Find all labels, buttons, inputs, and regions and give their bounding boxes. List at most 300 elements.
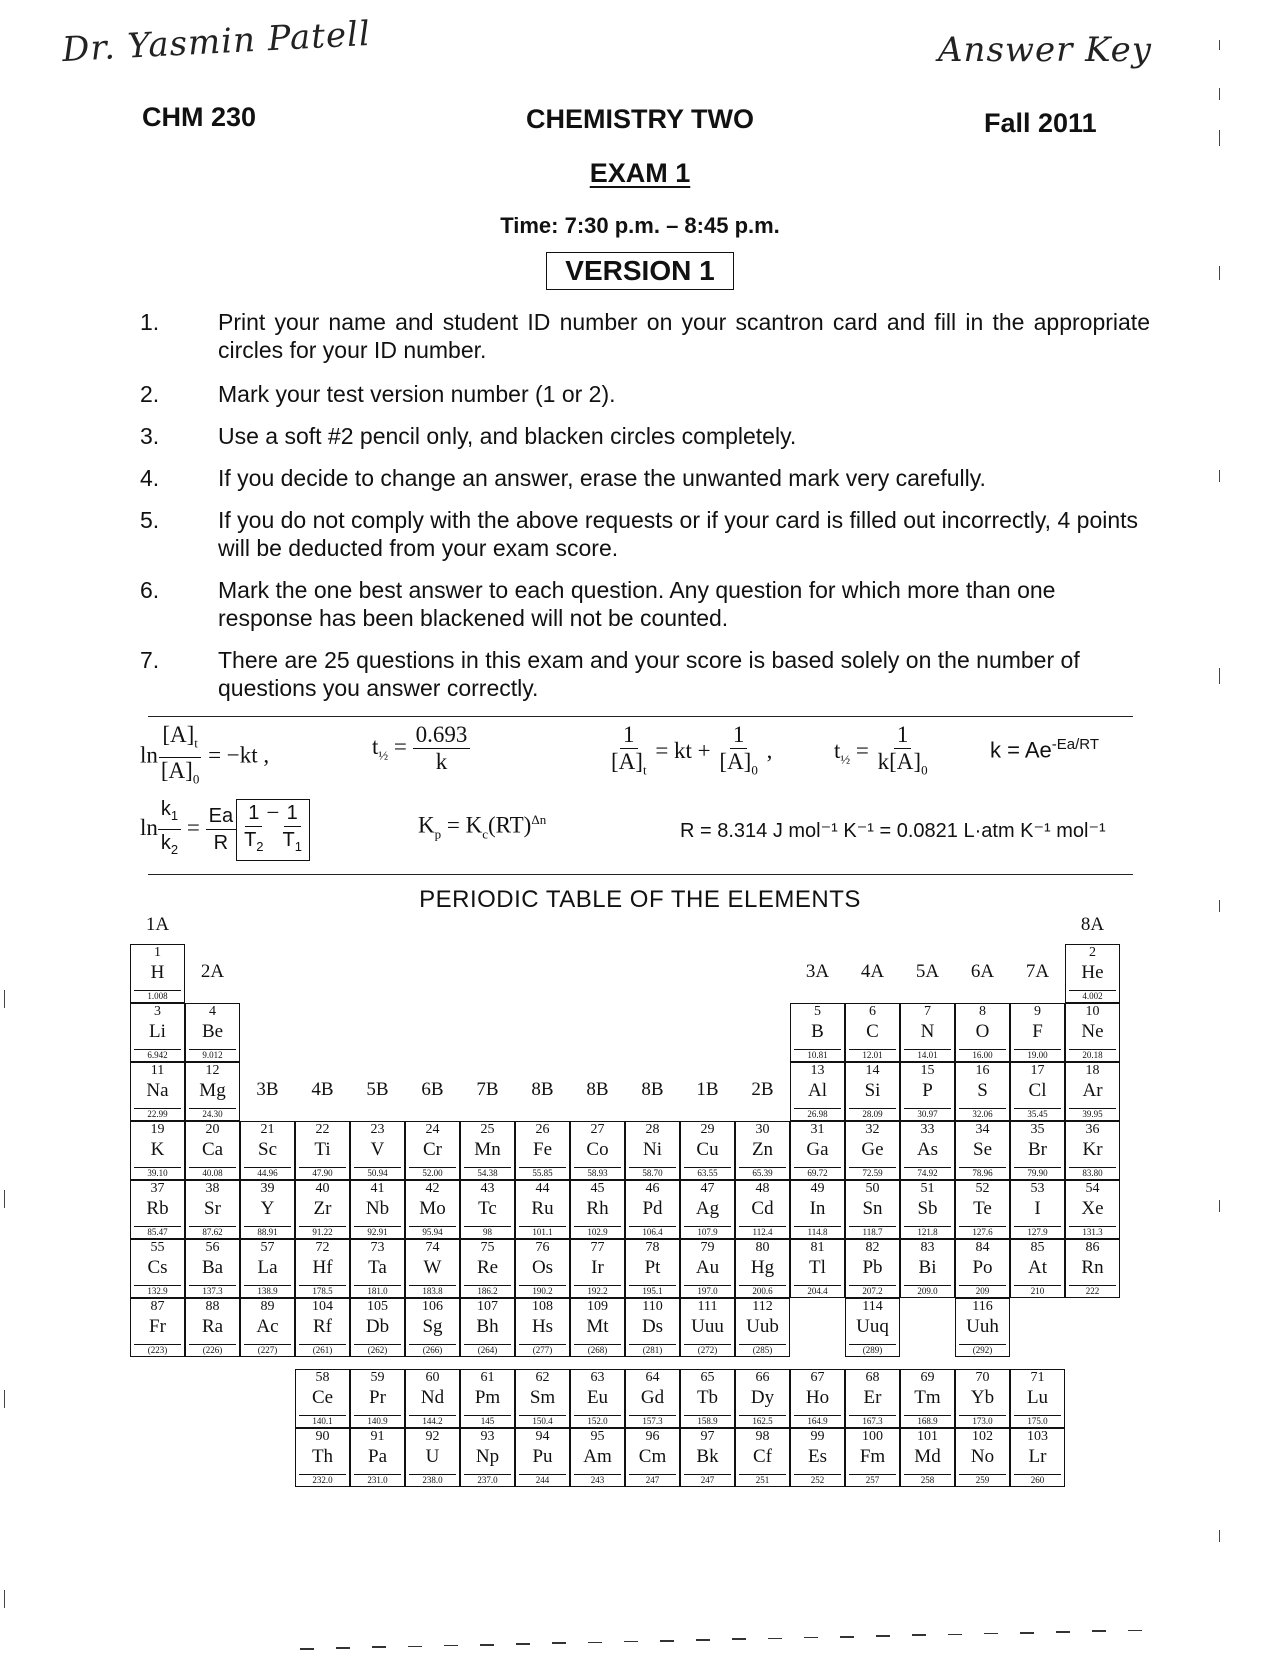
- element-cell-pu: [515, 1428, 570, 1487]
- element-symbol: Lr: [1028, 1446, 1047, 1467]
- atomic-mass: 247: [684, 1474, 731, 1485]
- element-cell-np: [460, 1428, 515, 1487]
- margin-mark: [1219, 266, 1220, 280]
- element-symbol: Tb: [696, 1387, 719, 1408]
- atomic-number: 104: [312, 1299, 333, 1314]
- element-symbol: Sb: [917, 1198, 938, 1219]
- atomic-mass: 26.98: [794, 1108, 841, 1119]
- element-cell-bi: [900, 1239, 955, 1298]
- atomic-number: 98: [755, 1429, 770, 1444]
- element-cell-uub: [735, 1298, 790, 1357]
- element-cell-ne: [1065, 1003, 1120, 1062]
- element-symbol: Lu: [1026, 1387, 1049, 1408]
- atomic-mass: 144.2: [409, 1415, 456, 1426]
- atomic-number: 39: [260, 1181, 275, 1196]
- element-symbol: Sm: [529, 1387, 556, 1408]
- atomic-number: 67: [810, 1370, 825, 1385]
- atomic-mass: 92.91: [354, 1226, 401, 1237]
- element-symbol: Rn: [1081, 1257, 1104, 1278]
- atomic-number: 7: [924, 1004, 931, 1019]
- dash-segment: [588, 1642, 602, 1644]
- element-cell-tm: [900, 1369, 955, 1428]
- atomic-mass: 106.4: [629, 1226, 676, 1237]
- element-cell-mn: [460, 1121, 515, 1180]
- element-cell-rh: [570, 1180, 625, 1239]
- element-symbol: Bh: [476, 1316, 499, 1337]
- element-cell-ra: [185, 1298, 240, 1357]
- element-symbol: Au: [695, 1257, 720, 1278]
- atomic-mass: 167.3: [849, 1415, 896, 1426]
- element-cell-cu: [680, 1121, 735, 1180]
- element-cell-v: [350, 1121, 405, 1180]
- instruction-number: 3.: [140, 423, 160, 449]
- margin-mark: [4, 1190, 5, 1208]
- element-cell-y: [240, 1180, 295, 1239]
- atomic-mass: 247: [629, 1474, 676, 1485]
- element-cell-os: [515, 1239, 570, 1298]
- atomic-number: 74: [425, 1240, 440, 1255]
- handwritten-answer-key: Answer Key: [938, 30, 1152, 70]
- element-cell-br: [1010, 1121, 1065, 1180]
- element-cell-p: [900, 1062, 955, 1121]
- atomic-number: 31: [810, 1122, 825, 1137]
- margin-mark: [1219, 470, 1220, 482]
- element-cell-ru: [515, 1180, 570, 1239]
- atomic-number: 64: [645, 1370, 660, 1385]
- element-symbol: Ge: [861, 1139, 884, 1160]
- atomic-mass: 204.4: [794, 1285, 841, 1296]
- atomic-number: 101: [917, 1429, 938, 1444]
- element-symbol: Tc: [478, 1198, 497, 1219]
- element-symbol: Ce: [311, 1387, 334, 1408]
- atomic-mass: (285): [739, 1344, 786, 1355]
- dash-segment: [408, 1646, 422, 1648]
- element-symbol: Ca: [201, 1139, 224, 1160]
- element-symbol: Ti: [314, 1139, 331, 1160]
- atomic-number: 18: [1085, 1063, 1100, 1078]
- element-symbol: Li: [149, 1021, 166, 1042]
- atomic-number: 34: [975, 1122, 990, 1137]
- element-cell-nd: [405, 1369, 460, 1428]
- element-cell-zn: [735, 1121, 790, 1180]
- element-symbol: Xe: [1081, 1198, 1104, 1219]
- formula-two-point-arrhenius: ln $\frac{k_1}{k_2}$ = $\frac{Ea}{R}$ $\frac{1}{T_2}$ − $\frac{1}{T_1}$: [140, 796, 310, 863]
- element-symbol: Sn: [862, 1198, 883, 1219]
- atomic-mass: 47.90: [299, 1167, 346, 1178]
- atomic-number: 37: [150, 1181, 165, 1196]
- atomic-number: 91: [370, 1429, 385, 1444]
- atomic-number: 87: [150, 1299, 165, 1314]
- element-symbol: Mt: [586, 1316, 609, 1337]
- formula-first-order-halflife: $t_{\frac{1}{2}}$ = $\frac{0.693}{k}$: [372, 722, 470, 775]
- element-cell-tc: [460, 1180, 515, 1239]
- atomic-mass: (223): [134, 1344, 181, 1355]
- atomic-number: 99: [810, 1429, 825, 1444]
- atomic-number: 112: [752, 1299, 773, 1314]
- element-cell-ce: [295, 1369, 350, 1428]
- atomic-number: 43: [480, 1181, 495, 1196]
- atomic-number: 16: [975, 1063, 990, 1078]
- element-symbol: Fm: [859, 1446, 886, 1467]
- element-symbol: Re: [476, 1257, 499, 1278]
- atomic-number: 78: [645, 1240, 660, 1255]
- atomic-mass: (277): [519, 1344, 566, 1355]
- atomic-mass: 91.22: [299, 1226, 346, 1237]
- element-symbol: Es: [808, 1446, 827, 1467]
- group-label-1a: 1A: [145, 914, 170, 935]
- element-symbol: Uuq: [856, 1316, 889, 1337]
- version-box-wrap: [0, 252, 1280, 290]
- element-cell-c: [845, 1003, 900, 1062]
- element-cell-pr: [350, 1369, 405, 1428]
- atomic-mass: 237.0: [464, 1474, 511, 1485]
- atomic-mass: 150.4: [519, 1415, 566, 1426]
- margin-mark: [4, 1590, 5, 1608]
- atomic-number: 49: [810, 1181, 825, 1196]
- element-cell-mg: [185, 1062, 240, 1121]
- atomic-number: 21: [260, 1122, 275, 1137]
- formula-first-order: ln $\frac{[A]_t}{[A]_0}$ = −kt ,: [140, 722, 270, 787]
- element-symbol: Nb: [365, 1198, 390, 1219]
- atomic-mass: 243: [574, 1474, 621, 1485]
- atomic-mass: 252: [794, 1474, 841, 1485]
- element-cell-kr: [1065, 1121, 1120, 1180]
- group-label-7b: 7B: [476, 1079, 499, 1100]
- atomic-number: 95: [590, 1429, 605, 1444]
- element-cell-bk: [680, 1428, 735, 1487]
- atomic-number: 33: [920, 1122, 935, 1137]
- atomic-mass: (261): [299, 1344, 346, 1355]
- group-label-3a: 3A: [805, 961, 830, 982]
- atomic-mass: 181.0: [354, 1285, 401, 1296]
- atomic-mass: 195.1: [629, 1285, 676, 1296]
- atomic-mass: 12.01: [849, 1049, 896, 1060]
- element-cell-nb: [350, 1180, 405, 1239]
- margin-mark: [4, 990, 5, 1008]
- element-cell-re: [460, 1239, 515, 1298]
- atomic-mass: 65.39: [739, 1167, 786, 1178]
- element-cell-cd: [735, 1180, 790, 1239]
- element-cell-fm: [845, 1428, 900, 1487]
- element-symbol: Pr: [369, 1387, 386, 1408]
- atomic-number: 76: [535, 1240, 550, 1255]
- atomic-mass: 183.8: [409, 1285, 456, 1296]
- element-symbol: Se: [973, 1139, 992, 1160]
- atomic-mass: 200.6: [739, 1285, 786, 1296]
- atomic-number: 88: [205, 1299, 220, 1314]
- element-symbol: Pd: [642, 1198, 663, 1219]
- element-cell-at: [1010, 1239, 1065, 1298]
- atomic-number: 62: [535, 1370, 550, 1385]
- element-cell-es: [790, 1428, 845, 1487]
- group-label-8b: 8B: [641, 1079, 664, 1100]
- atomic-mass: 178.5: [299, 1285, 346, 1296]
- element-symbol: Fr: [149, 1316, 166, 1337]
- instruction-text: There are 25 questions in this exam and your score is based solely on the number of questions you answer correctly.: [218, 647, 1080, 701]
- dash-segment: [696, 1639, 710, 1641]
- element-symbol: Md: [914, 1446, 941, 1467]
- atomic-number: 96: [645, 1429, 660, 1444]
- group-label-6b: 6B: [421, 1079, 444, 1100]
- atomic-mass: 107.9: [684, 1226, 731, 1237]
- element-symbol: Zr: [313, 1198, 332, 1219]
- periodic-table-title: PERIODIC TABLE OF THE ELEMENTS: [419, 886, 861, 913]
- atomic-mass: 83.80: [1069, 1167, 1116, 1178]
- group-label-8b: 8B: [531, 1079, 554, 1100]
- atomic-number: 100: [862, 1429, 883, 1444]
- group-label-5b: 5B: [366, 1079, 389, 1100]
- element-cell-tb: [680, 1369, 735, 1428]
- atomic-number: 90: [315, 1429, 330, 1444]
- element-cell-se: [955, 1121, 1010, 1180]
- atomic-number: 28: [645, 1122, 660, 1137]
- atomic-mass: 20.18: [1069, 1049, 1116, 1060]
- formula-second-order: $\frac{1}{[A]_t}$ = kt + $\frac{1}{[A]_0}$ ,: [611, 722, 773, 778]
- element-cell-fr: [130, 1298, 185, 1357]
- atomic-mass: 140.1: [299, 1415, 346, 1426]
- element-symbol: Fe: [533, 1139, 552, 1160]
- element-symbol: Pu: [532, 1446, 553, 1467]
- atomic-number: 57: [260, 1240, 275, 1255]
- element-symbol: Gd: [640, 1387, 665, 1408]
- element-symbol: No: [970, 1446, 995, 1467]
- element-symbol: Po: [972, 1257, 993, 1278]
- margin-mark: [1219, 40, 1220, 50]
- instruction-number: 2.: [140, 381, 160, 407]
- dash-segment: [876, 1635, 890, 1637]
- atomic-mass: 112.4: [739, 1226, 786, 1237]
- atomic-mass: 39.10: [134, 1167, 181, 1178]
- atomic-mass: (262): [354, 1344, 401, 1355]
- atomic-mass: 87.62: [189, 1226, 236, 1237]
- element-cell-f: [1010, 1003, 1065, 1062]
- dash-segment: [516, 1643, 530, 1645]
- instruction-text: Print your name and student ID number on your scantron card and fill in the appropriate circles for your ID number.: [218, 309, 1150, 363]
- atomic-mass: 19.00: [1014, 1049, 1061, 1060]
- dash-segment: [336, 1647, 350, 1649]
- atomic-mass: 132.9: [134, 1285, 181, 1296]
- atomic-number: 30: [755, 1122, 770, 1137]
- dash-segment: [840, 1636, 854, 1638]
- element-cell-zr: [295, 1180, 350, 1239]
- atomic-mass: 10.81: [794, 1049, 841, 1060]
- atomic-number: 26: [535, 1122, 550, 1137]
- element-symbol: Ta: [368, 1257, 387, 1278]
- element-cell-ho: [790, 1369, 845, 1428]
- atomic-number: 68: [865, 1370, 880, 1385]
- element-cell-ti: [295, 1121, 350, 1180]
- element-symbol: Bi: [918, 1257, 937, 1278]
- element-cell-dy: [735, 1369, 790, 1428]
- element-symbol: Ag: [695, 1198, 720, 1219]
- atomic-number: 53: [1030, 1181, 1045, 1196]
- atomic-mass: 209.0: [904, 1285, 951, 1296]
- element-cell-ir: [570, 1239, 625, 1298]
- element-cell-cf: [735, 1428, 790, 1487]
- element-symbol: Uuh: [966, 1316, 999, 1337]
- dash-segment: [552, 1642, 566, 1644]
- atomic-mass: 244: [519, 1474, 566, 1485]
- element-symbol: Mg: [199, 1080, 226, 1101]
- atomic-number: 2: [1089, 945, 1096, 960]
- atomic-mass: 1.008: [134, 990, 181, 1001]
- element-cell-fe: [515, 1121, 570, 1180]
- element-symbol: Pb: [862, 1257, 883, 1278]
- element-cell-be: [185, 1003, 240, 1062]
- element-symbol: Am: [583, 1446, 612, 1467]
- dash-segment: [984, 1633, 998, 1635]
- element-cell-ta: [350, 1239, 405, 1298]
- atomic-mass: 140.9: [354, 1415, 401, 1426]
- element-cell-ac: [240, 1298, 295, 1357]
- group-label-2a: 2A: [200, 961, 225, 982]
- element-cell-sg: [405, 1298, 460, 1357]
- element-cell-yb: [955, 1369, 1010, 1428]
- element-cell-uuq: [845, 1298, 900, 1357]
- element-symbol: Cs: [147, 1257, 168, 1278]
- element-symbol: Rh: [586, 1198, 609, 1219]
- atomic-mass: 259: [959, 1474, 1006, 1485]
- dash-segment: [732, 1638, 746, 1640]
- atomic-mass: 58.70: [629, 1167, 676, 1178]
- element-symbol: Sg: [422, 1316, 443, 1337]
- instruction-text: Mark your test version number (1 or 2).: [218, 381, 616, 407]
- element-symbol: Db: [365, 1316, 390, 1337]
- element-cell-ni: [625, 1121, 680, 1180]
- group-label-8b: 8B: [586, 1079, 609, 1100]
- element-cell-cl: [1010, 1062, 1065, 1121]
- dash-segment: [912, 1634, 926, 1636]
- element-symbol: Ar: [1082, 1080, 1103, 1101]
- element-cell-pa: [350, 1428, 405, 1487]
- atomic-number: 108: [532, 1299, 553, 1314]
- atomic-mass: 74.92: [904, 1167, 951, 1178]
- element-symbol: S: [977, 1080, 988, 1101]
- atomic-mass: 72.59: [849, 1167, 896, 1178]
- atomic-number: 1: [154, 945, 161, 960]
- element-cell-as: [900, 1121, 955, 1180]
- element-cell-cm: [625, 1428, 680, 1487]
- element-cell-tl: [790, 1239, 845, 1298]
- element-symbol: V: [370, 1139, 385, 1160]
- element-cell-na: [130, 1062, 185, 1121]
- atomic-number: 83: [920, 1240, 935, 1255]
- atomic-mass: 9.012: [189, 1049, 236, 1060]
- atomic-mass: 102.9: [574, 1226, 621, 1237]
- atomic-number: 6: [869, 1004, 876, 1019]
- element-cell-uuh: [955, 1298, 1010, 1357]
- atomic-mass: 222: [1069, 1285, 1116, 1296]
- atomic-mass: 260: [1014, 1474, 1061, 1485]
- formula-arrhenius-exponent: -Ea/RT: [1051, 736, 1100, 753]
- course-subject: CHEMISTRY TWO: [526, 104, 754, 134]
- element-symbol: Pt: [644, 1257, 661, 1278]
- atomic-mass: (292): [959, 1344, 1006, 1355]
- atomic-number: 109: [587, 1299, 608, 1314]
- element-cell-ag: [680, 1180, 735, 1239]
- element-cell-cs: [130, 1239, 185, 1298]
- atomic-number: 10: [1085, 1004, 1100, 1019]
- atomic-mass: 121.8: [904, 1226, 951, 1237]
- group-label-8a: 8A: [1080, 914, 1105, 935]
- element-symbol: He: [1081, 962, 1104, 983]
- element-symbol: Hs: [531, 1316, 554, 1337]
- element-cell-mo: [405, 1180, 460, 1239]
- atomic-number: 103: [1027, 1429, 1048, 1444]
- divider-top: [148, 716, 1133, 717]
- atomic-number: 25: [480, 1122, 495, 1137]
- element-cell-co: [570, 1121, 625, 1180]
- atomic-number: 71: [1030, 1370, 1045, 1385]
- dash-segment: [624, 1641, 638, 1643]
- element-symbol: Hg: [750, 1257, 775, 1278]
- element-cell-ga: [790, 1121, 845, 1180]
- group-label-2b: 2B: [751, 1079, 774, 1100]
- atomic-mass: 32.06: [959, 1108, 1006, 1119]
- atomic-number: 5: [814, 1004, 821, 1019]
- element-cell-w: [405, 1239, 460, 1298]
- atomic-number: 79: [700, 1240, 715, 1255]
- atomic-number: 48: [755, 1181, 770, 1196]
- atomic-number: 55: [150, 1240, 165, 1255]
- margin-mark: [1219, 1530, 1220, 1542]
- atomic-number: 106: [422, 1299, 443, 1314]
- element-cell-ge: [845, 1121, 900, 1180]
- atomic-mass: 28.09: [849, 1108, 896, 1119]
- element-cell-lr: [1010, 1428, 1065, 1487]
- margin-mark: [4, 1390, 5, 1408]
- atomic-mass: 85.47: [134, 1226, 181, 1237]
- element-symbol: Hf: [312, 1257, 333, 1278]
- atomic-mass: 251: [739, 1474, 786, 1485]
- atomic-number: 102: [972, 1429, 993, 1444]
- atomic-mass: 257: [849, 1474, 896, 1485]
- element-cell-rf: [295, 1298, 350, 1357]
- atomic-number: 3: [154, 1004, 161, 1019]
- atomic-number: 110: [642, 1299, 663, 1314]
- dash-segment: [444, 1645, 458, 1647]
- atomic-mass: (226): [189, 1344, 236, 1355]
- dash-segment: [372, 1646, 386, 1648]
- atomic-mass: 52.00: [409, 1167, 456, 1178]
- atomic-number: 59: [370, 1370, 385, 1385]
- element-symbol: Ds: [641, 1316, 664, 1337]
- instruction-number: 5.: [140, 507, 160, 533]
- element-symbol: O: [975, 1021, 990, 1042]
- element-symbol: Zn: [751, 1139, 774, 1160]
- element-symbol: Tl: [809, 1257, 826, 1278]
- element-symbol: Pa: [368, 1446, 387, 1467]
- atomic-number: 56: [205, 1240, 220, 1255]
- atomic-number: 72: [315, 1240, 330, 1255]
- atomic-mass: 209: [959, 1285, 1006, 1296]
- atomic-number: 92: [425, 1429, 440, 1444]
- element-cell-la: [240, 1239, 295, 1298]
- atomic-number: 114: [862, 1299, 883, 1314]
- element-cell-pt: [625, 1239, 680, 1298]
- atomic-number: 27: [590, 1122, 605, 1137]
- atomic-mass: 186.2: [464, 1285, 511, 1296]
- handwritten-name: Dr. Yasmin Patell: [61, 13, 372, 71]
- element-cell-er: [845, 1369, 900, 1428]
- atomic-number: 15: [920, 1063, 935, 1078]
- element-symbol: N: [920, 1021, 935, 1042]
- element-symbol: H: [150, 962, 165, 983]
- atomic-number: 45: [590, 1181, 605, 1196]
- atomic-number: 50: [865, 1181, 880, 1196]
- atomic-mass: 35.45: [1014, 1108, 1061, 1119]
- element-symbol: Ho: [805, 1387, 830, 1408]
